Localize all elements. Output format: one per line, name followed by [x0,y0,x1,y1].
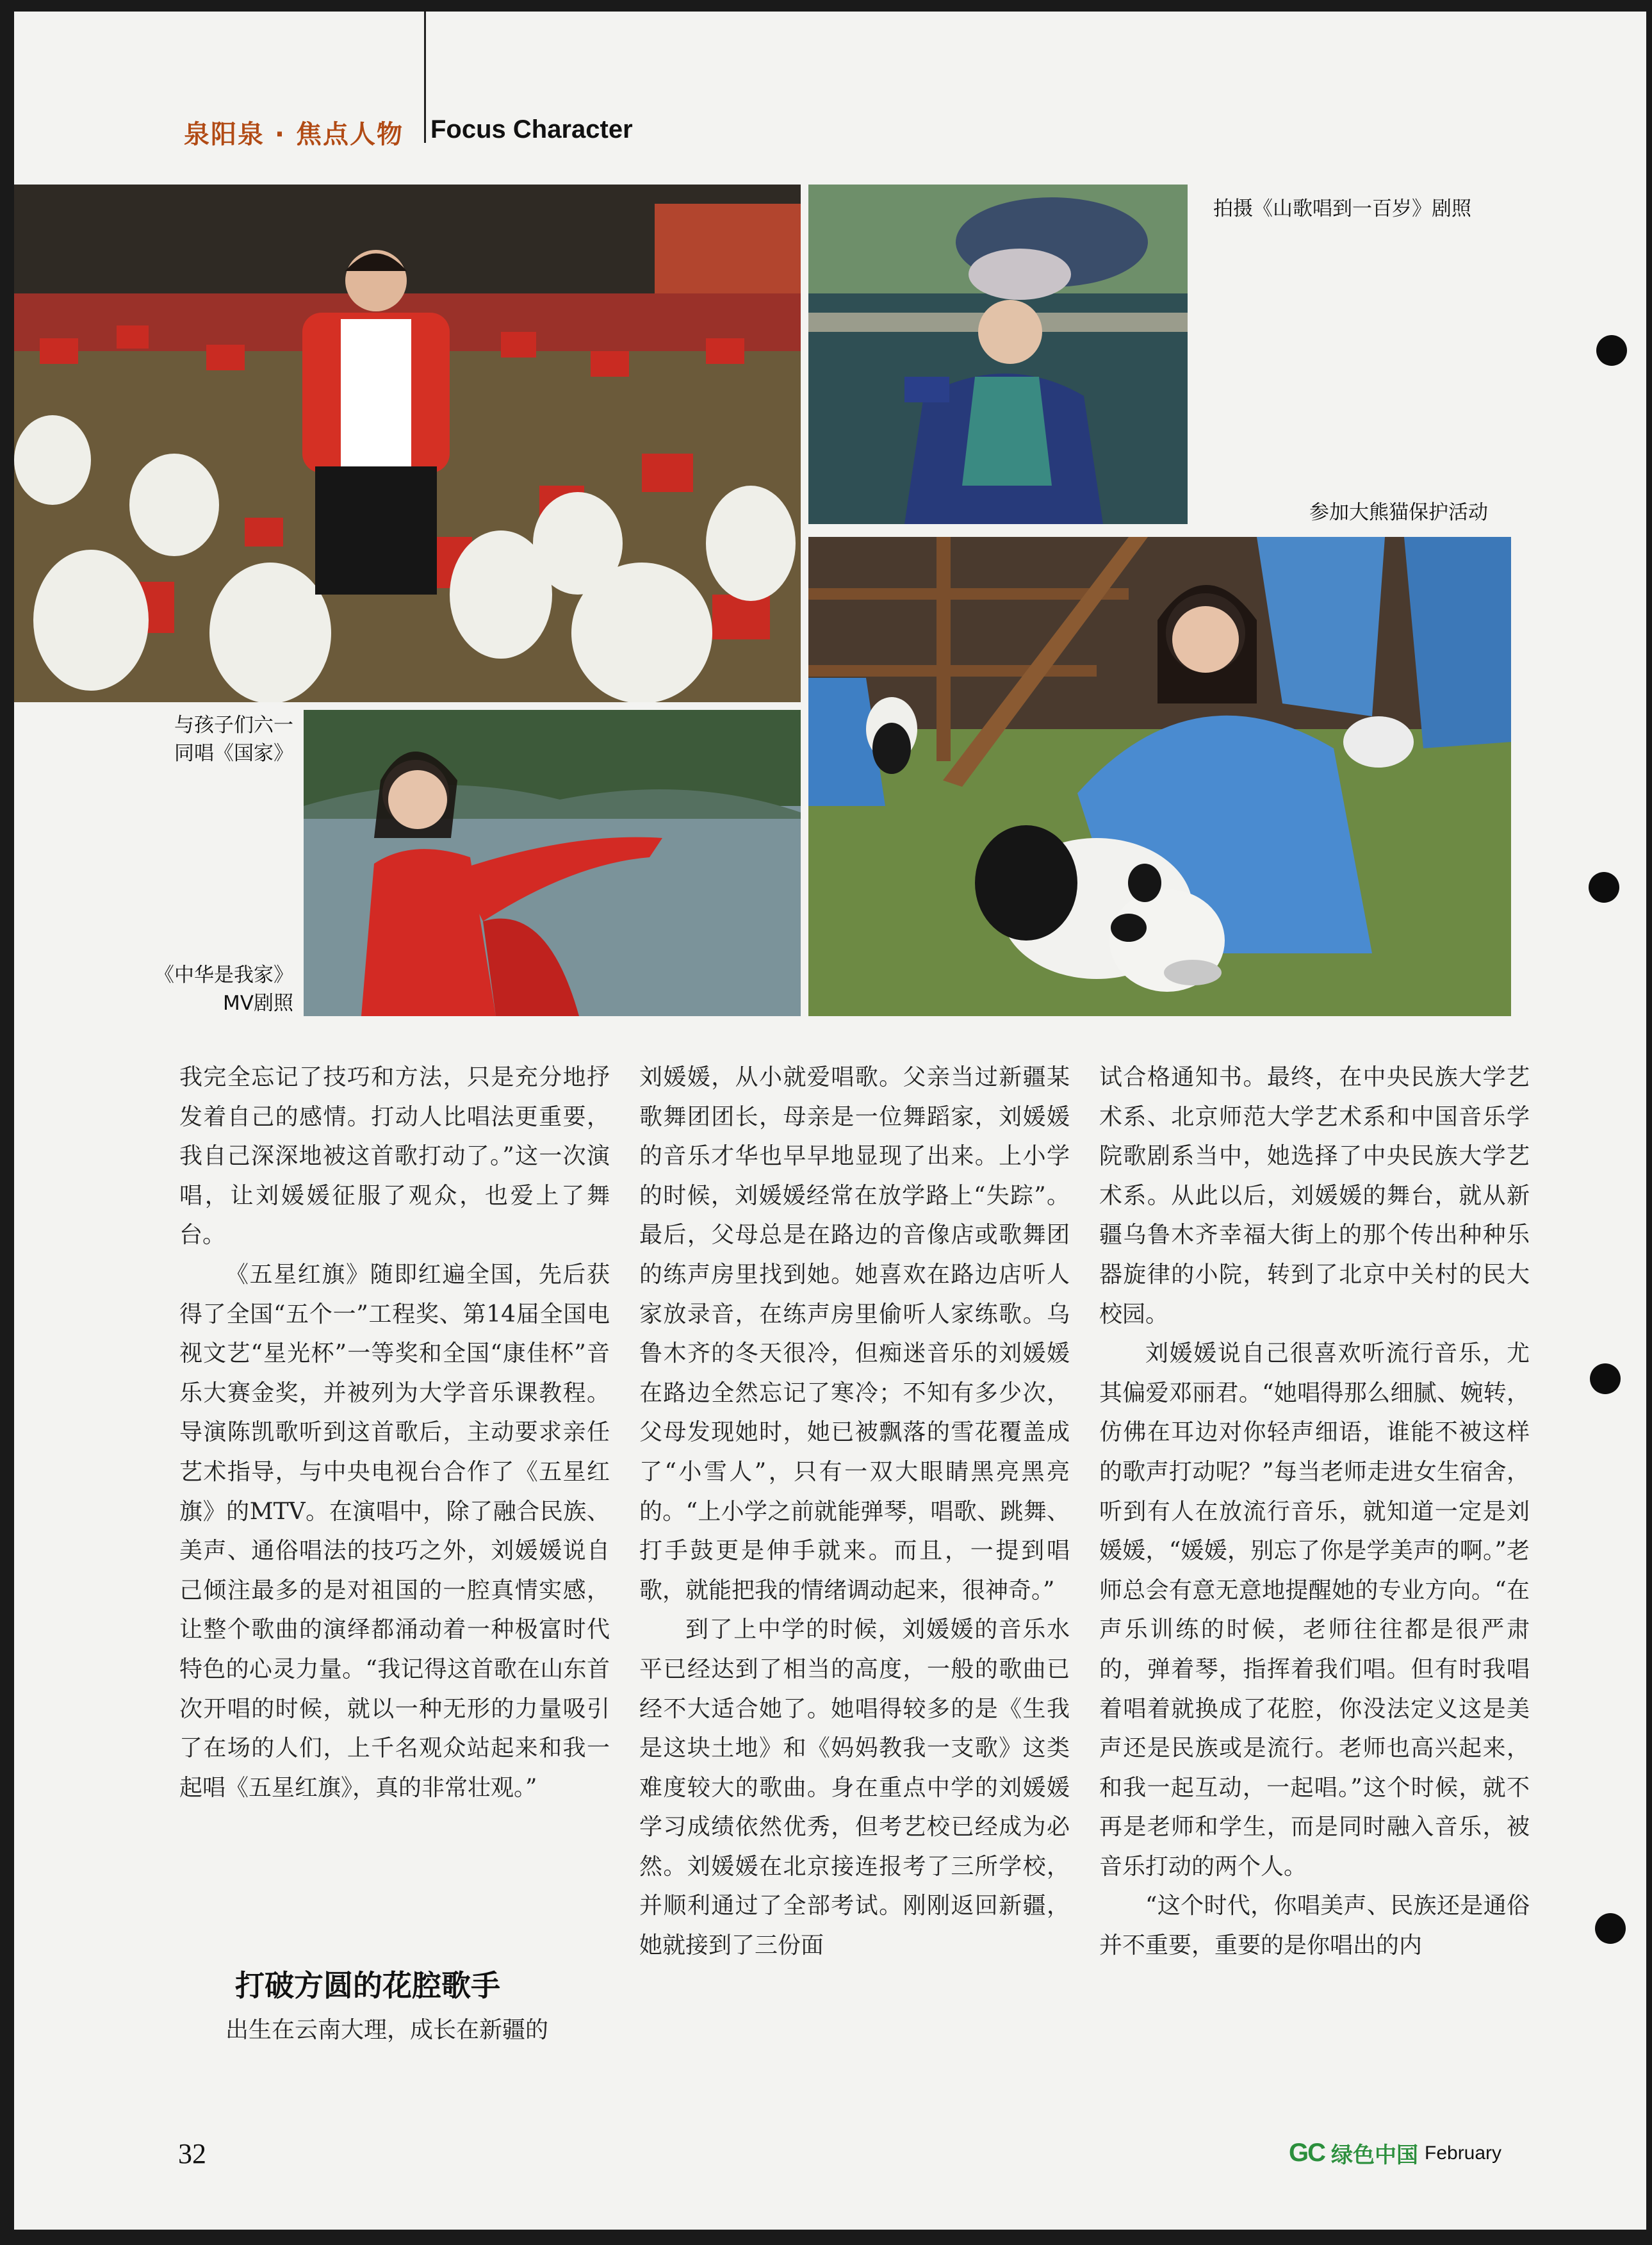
binder-hole-icon [1589,872,1619,903]
caption-mv: 《中华是我家》 MV剧照 [154,964,293,1015]
section-title-en: Focus Character [430,115,633,144]
paragraph: 刘媛媛说自己很喜欢听流行音乐，尤其偏爱邓丽君。“她唱得那么细腻、婉转，仿佛在耳边对你轻声细语，谁能不被这样的歌声打动呢？”每当老师走进女生宿舍，听到有人在放流行音乐，就知道一定是刘媛媛，“媛媛，别忘了你是学美声的啊。”老师总会有意无意地提醒她的专业方向。“在声乐训练的时候，老师往往都是很严肃的，弹着琴，指挥着我们唱。但有时我唱着唱着就换成了花腔，你没法定义这是美声还是民族或是流行。老师也高兴起来，和我一起互动，一起唱。”这个时候，就不再是老师和学生，而是同时融入音乐，被音乐打动的两个人。 [1099,1340,1530,1880]
article-column-3 [1099,1058,1530,1966]
caption-folk-song: 拍摄《山歌唱到一百岁》剧照 [1213,197,1471,220]
article-column-1-tail [179,2011,610,2050]
photo-children-singing [14,185,801,702]
photo-folk-song [808,185,1188,524]
photo-panda-activity [808,537,1511,1016]
paragraph: 我完全忘记了技巧和方法，只是充分地抒发着自己的感情。打动人比唱法更重要，我自己深深地被这首歌打动了。”这一次演唱，让刘媛媛征服了观众，也爱上了舞台。 [179,1064,610,1249]
caption-children-singing: 与孩子们六一 同唱《国家》 [174,714,293,765]
photo-mv-still [304,710,801,1016]
page-number: 32 [178,2138,206,2169]
binder-hole-icon [1595,1913,1626,1944]
paragraph: 刘媛媛，从小就爱唱歌。父亲当过新疆某歌舞团团长，母亲是一位舞蹈家，刘媛媛的音乐才华也早早地显现了出来。上小学的时候，刘媛媛经常在放学路上“失踪”。最后，父母总是在路边的音像店或歌舞团的练声房里找到她。她喜欢在路边店听人家放录音，在练声房里偷听人家练歌。乌鲁木齐的冬天很冷，但痴迷音乐的刘媛媛在路边全然忘记了寒冷；不知有多少次，父母发现她时，她已被飘落的雪花覆盖成了“小雪人”，只有一双大眼睛黑亮黑亮的。“上小学之前就能弹琴，唱歌、跳舞、打手鼓更是伸手就来。而且，一提到唱歌，就能把我的情绪调动起来，很神奇。” [639,1064,1070,1604]
section-title: 泉阳泉 · 焦点人物 [184,120,404,149]
binder-hole-icon [1590,1363,1621,1394]
magazine-page [14,12,1646,2230]
article-column-1 [179,1058,610,1807]
paragraph: 出生在云南大理，成长在新疆的 [225,2017,549,2043]
issue-month: February [1425,2142,1502,2164]
section-subheading: 打破方圆的花腔歌手 [235,1968,500,2003]
gc-logo-icon: GC [1289,2139,1325,2167]
footer-brand [1289,2137,1501,2169]
paragraph: “这个时代，你唱美声、民族还是通俗并不重要，重要的是你唱出的内 [1099,1893,1530,1959]
caption-panda: 参加大熊猫保护活动 [1309,501,1488,524]
binder-hole-icon [1596,335,1627,366]
magazine-name: 绿色中国 [1331,2142,1418,2168]
article-column-2 [639,1058,1070,1966]
paragraph: 试合格通知书。最终，在中央民族大学艺术系、北京师范大学艺术系和中国音乐学院歌剧系当中，她选择了中央民族大学艺术系。从此以后，刘媛媛的舞台，就从新疆乌鲁木齐幸福大街上的那个传出种种乐器旋律的小院，转到了北京中关村的民大校园。 [1099,1064,1530,1328]
paragraph: 到了上中学的时候，刘媛媛的音乐水平已经达到了相当的高度，一般的歌曲已经不大适合她了。她唱得较多的是《生我是这块土地》和《妈妈教我一支歌》这类难度较大的歌曲。身在重点中学的刘媛媛学习成绩依然优秀，但考艺校已经成为必然。刘媛媛在北京接连报考了三所学校，并顺利通过了全部考试。刚刚返回新疆，她就接到了三份面 [639,1616,1070,1959]
paragraph: 《五星红旗》随即红遍全国，先后获得了全国“五个一”工程奖、第14届全国电视文艺“星光杯”一等奖和全国“康佳杯”音乐大赛金奖，并被列为大学音乐课教程。导演陈凯歌听到这首歌后，主动要求亲任艺术指导，与中央电视台合作了《五星红旗》的MTV。在演唱中，除了融合民族、美声、通俗唱法的技巧之外，刘媛媛说自己倾注最多的是对祖国的一腔真情实感，让整个歌曲的演绎都涌动着一种极富时代特色的心灵力量。“我记得这首歌在山东首次开唱的时候，就以一种无形的力量吸引了在场的人们，上千名观众站起来和我一起唱《五星红旗》，真的非常壮观。” [179,1261,610,1801]
header-divider [424,12,426,143]
